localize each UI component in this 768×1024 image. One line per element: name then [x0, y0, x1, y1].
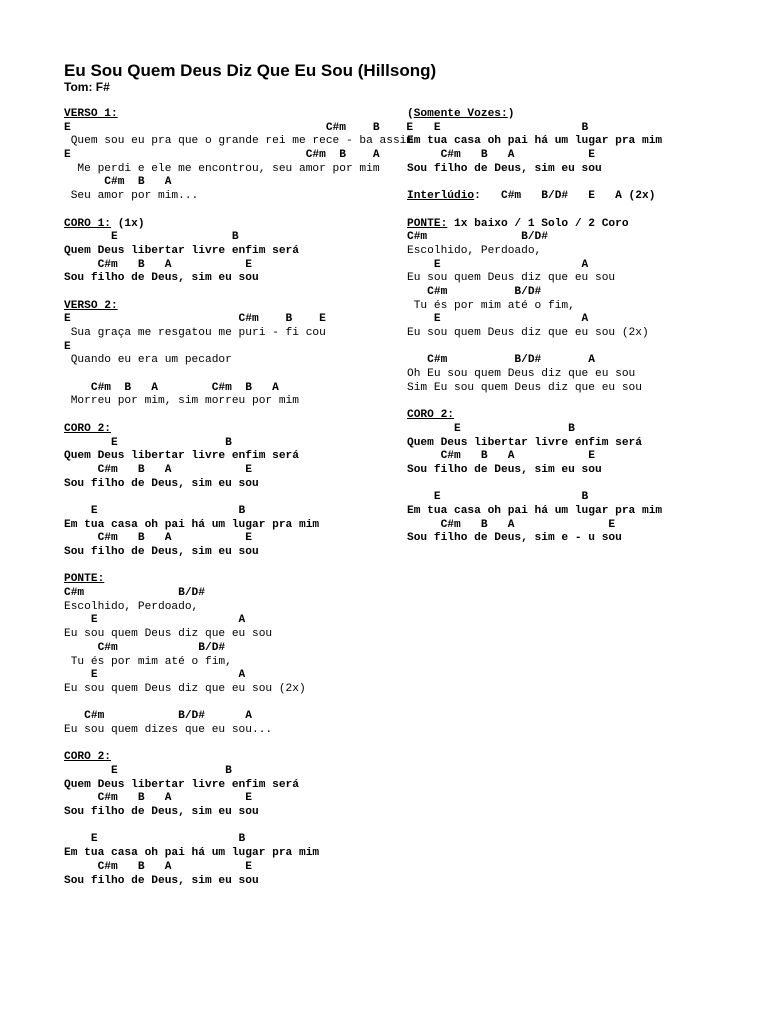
chorus-lyric-line: Sou filho de Deus, sim eu sou — [64, 874, 259, 887]
chord-line: C#m B/D# — [407, 285, 542, 298]
section-heading: PONTE: — [64, 573, 105, 586]
blank-line — [64, 820, 394, 834]
chorus-lyric-line: Sou filho de Deus, sim eu sou — [64, 272, 259, 285]
blank-line — [64, 409, 394, 423]
lyric-line: Sua graça me resgatou me puri - fi cou — [64, 327, 326, 339]
chord-line: C#m B A C#m B A — [64, 381, 279, 394]
chord-line: C#m B/D# — [64, 641, 226, 654]
chorus-lyric-line: Em tua casa oh pai há um lugar pra mim — [64, 518, 320, 531]
chord-line: E C#m B A — [64, 149, 380, 162]
chord-line: E B — [64, 504, 246, 517]
chord-line: C#m B/D# — [407, 231, 548, 244]
blank-line — [407, 176, 747, 190]
chord-line: E C#m B E — [64, 121, 414, 134]
song-key: Tom: F# — [64, 80, 110, 94]
chord-line: E C#m B E — [64, 313, 326, 326]
lyric-line: Eu sou quem dizes que eu sou... — [64, 723, 273, 736]
chord-line: E B — [64, 436, 232, 449]
lyric-line: Oh Eu sou quem Deus diz que eu sou — [407, 368, 636, 381]
chord-line: E B — [407, 422, 575, 435]
blank-line — [407, 395, 747, 409]
chord-line: C#m B A E — [64, 792, 252, 805]
blank-line — [407, 478, 747, 492]
chord-line: E A — [407, 258, 589, 271]
lyric-line: Tu és por mim até o fim, — [407, 299, 575, 312]
chorus-lyric-line: Quem Deus libertar livre enfim será — [64, 450, 299, 463]
lyric-line: Eu sou quem Deus diz que eu sou — [64, 628, 273, 641]
chord-line: E B — [64, 231, 239, 244]
blank-line — [64, 368, 394, 382]
chorus-lyric-line: Sou filho de Deus, sim eu sou — [64, 546, 259, 558]
chorus-lyric-line: Sou filho de Deus, sim eu sou — [64, 477, 259, 490]
chorus-lyric-line: Quem Deus libertar livre enfim será — [64, 244, 299, 257]
chord-line: C#m B A E — [64, 532, 252, 545]
chord-line: E B — [407, 491, 589, 504]
chord-line: C#m B A E — [407, 450, 595, 463]
blank-line — [64, 286, 394, 300]
lyric-line: Seu amor por mim... — [64, 190, 199, 203]
blank-line — [64, 697, 394, 711]
section-heading: VERSO 1: — [64, 108, 118, 120]
chord-line: C#m B A E — [64, 258, 252, 271]
lyric-line: Sim Eu sou quem Deus diz que eu sou — [407, 381, 642, 394]
chord-line: C#m B/D# — [64, 587, 205, 600]
left-column — [64, 108, 414, 888]
section-heading: VERSO 2: — [64, 299, 118, 312]
chorus-lyric-line: Sou filho de Deus, sim eu sou — [407, 162, 602, 175]
chorus-lyric-line: Quem Deus libertar livre enfim será — [64, 778, 299, 791]
chord-line: C#m B/D# A — [64, 710, 252, 723]
blank-line — [64, 560, 394, 574]
section-heading: CORO 2: — [64, 422, 111, 435]
chord-line: E — [64, 340, 71, 353]
chorus-lyric-line: Em tua casa oh pai há um lugar pra mim — [407, 135, 663, 148]
right-column — [407, 108, 747, 546]
lyric-line: Me perdi e ele me encontrou, seu amor por mim — [64, 162, 380, 175]
blank-line — [64, 738, 394, 752]
chord-line: E B — [407, 121, 589, 134]
lyric-line: Eu sou quem Deus diz que eu sou (2x) — [407, 327, 649, 339]
chorus-lyric-line: Em tua casa oh pai há um lugar pra mim — [407, 504, 663, 517]
section-heading: CORO 2: — [407, 409, 454, 422]
chorus-lyric-line: Sou filho de Deus, sim e - u sou — [407, 532, 622, 545]
lyric-line: Eu sou quem Deus diz que eu sou — [407, 272, 616, 285]
chorus-lyric-line: Quem Deus libertar livre enfim será — [407, 436, 642, 449]
chord-line: E A — [64, 669, 246, 682]
section-heading: Interlúdio: C#m B/D# E A (2x) — [407, 190, 656, 203]
lyric-line: Quem sou eu pra que o grande rei me rece - ba assim — [64, 135, 414, 148]
song-title: Eu Sou Quem Deus Diz Que Eu Sou (Hillsong) — [64, 61, 437, 80]
blank-line — [407, 204, 747, 218]
chord-line: E A — [64, 614, 246, 627]
lyric-line: Eu sou quem Deus diz que eu sou (2x) — [64, 682, 306, 695]
lyric-line: Escolhido, Perdoado, — [407, 244, 542, 257]
section-heading: PONTE: 1x baixo / 1 Solo / 2 Coro — [407, 217, 629, 230]
chorus-lyric-line: Sou filho de Deus, sim eu sou — [64, 806, 259, 819]
chord-line: C#m B A E — [407, 149, 595, 162]
chorus-lyric-line: Sou filho de Deus, sim eu sou — [407, 463, 602, 476]
chord-line: E A — [407, 313, 589, 326]
lyric-line: Morreu por mim, sim morreu por mim — [64, 395, 299, 408]
lyric-line: Tu és por mim até o fim, — [64, 655, 232, 668]
lyric-line: Quando eu era um pecador — [64, 354, 232, 367]
chord-line: C#m B/D# A — [407, 354, 595, 367]
chord-line: C#m B A — [64, 176, 172, 189]
chord-line: C#m B A E — [407, 518, 616, 531]
blank-line — [64, 491, 394, 505]
chord-line: E B — [64, 765, 232, 777]
section-heading: (Somente Vozes:) — [407, 108, 515, 120]
chord-line: C#m B A E — [64, 463, 252, 476]
blank-line — [64, 204, 394, 218]
lyric-line: Escolhido, Perdoado, — [64, 600, 199, 613]
section-heading: CORO 2: — [64, 751, 111, 764]
blank-line — [407, 341, 747, 355]
section-heading: CORO 1: (1x) — [64, 217, 145, 230]
chord-line: C#m B A E — [64, 860, 252, 873]
chorus-lyric-line: Em tua casa oh pai há um lugar pra mim — [64, 847, 320, 860]
chord-line: E B — [64, 833, 246, 846]
